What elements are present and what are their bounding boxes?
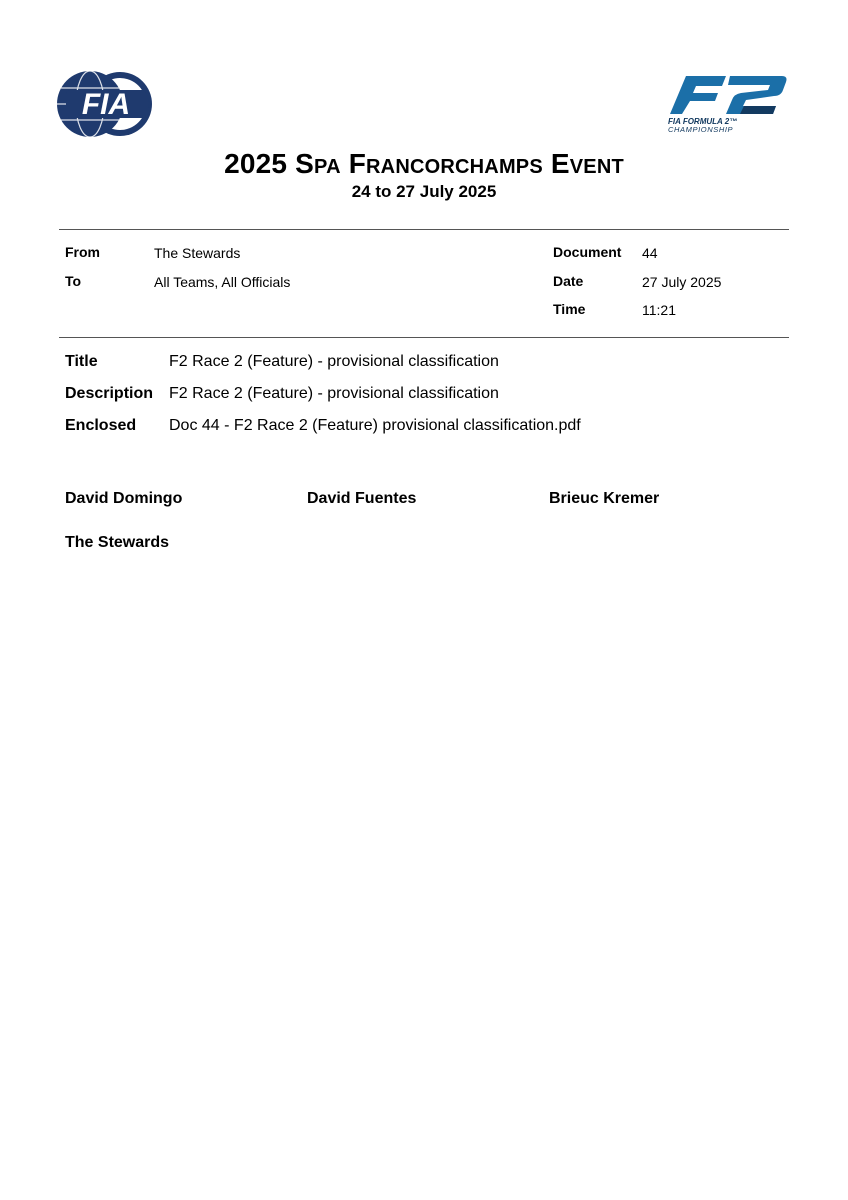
document-value: 44 <box>642 245 658 261</box>
enclosed-attachment-link[interactable]: Doc 44 - F2 Race 2 (Feature) provisional classification.pdf <box>169 417 581 434</box>
f2-championship-logo <box>664 74 788 134</box>
from-label: From <box>65 244 100 260</box>
svg-text:FIA: FIA <box>81 88 131 121</box>
signatory-1: David Domingo <box>65 490 183 507</box>
svg-text:CHAMPIONSHIP: CHAMPIONSHIP <box>668 125 734 134</box>
event-dates: 24 to 27 July 2025 <box>351 182 497 201</box>
stewards-signature-label: The Stewards <box>65 534 170 551</box>
title-value: F2 Race 2 (Feature) - provisional classification <box>169 353 499 370</box>
description-label: Description <box>65 385 154 402</box>
svg-text:FIA FORMULA 2™: FIA FORMULA 2™ <box>668 117 738 126</box>
enclosed-label: Enclosed <box>65 417 137 434</box>
divider-bottom <box>59 337 789 338</box>
divider-top <box>59 229 789 230</box>
time-label: Time <box>553 301 586 317</box>
event-title: 2025 Spa Francorchamps Event <box>224 148 624 179</box>
description-value: F2 Race 2 (Feature) - provisional classification <box>169 385 499 402</box>
fia-logo <box>56 70 156 138</box>
from-value: The Stewards <box>154 245 241 261</box>
date-label: Date <box>553 273 584 289</box>
time-value: 11:21 <box>642 302 676 318</box>
date-value: 27 July 2025 <box>642 274 722 290</box>
signatory-3: Brieuc Kremer <box>549 490 660 507</box>
title-label: Title <box>65 353 98 370</box>
to-label: To <box>65 273 82 289</box>
to-value: All Teams, All Officials <box>154 274 291 290</box>
document-label: Document <box>553 244 622 260</box>
signatory-2: David Fuentes <box>307 490 417 507</box>
